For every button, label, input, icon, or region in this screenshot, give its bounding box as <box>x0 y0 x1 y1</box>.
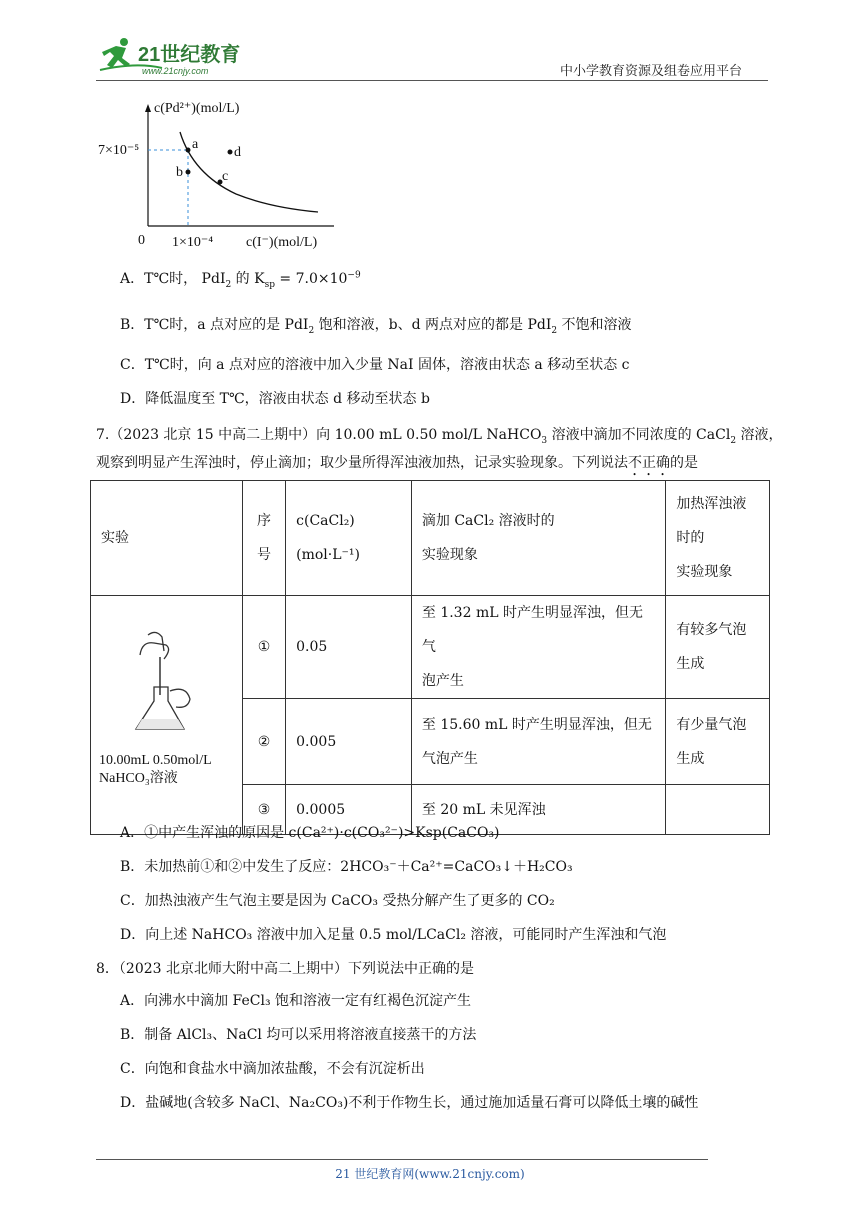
header-concentration: c(CaCl₂)(mol·L⁻¹) <box>286 481 412 596</box>
point-d <box>228 150 233 155</box>
q7-option-d: D．向上述 NaHCO₃ 溶液中加入足量 0.5 mol/LCaCl₂ 溶液，可能同时产生浑浊和气泡 <box>120 927 667 943</box>
header-number: 序 号 <box>242 481 285 596</box>
row3-conc: 0.0005 <box>286 785 412 835</box>
row3-obs-drop: 至 20 mL 未见浑浊 <box>411 785 665 835</box>
point-a <box>186 148 191 153</box>
q7-stem-line1: 7.（2023 北京 15 中高二上期中）向 10.00 mL 0.50 mol/L NaHCO$_3$ 溶液中滴加不同浓度的 CaCl$_2$ 溶液， <box>96 427 783 446</box>
q8-option-b: B．制备 AlCl₃、NaCl 均可以采用将溶液直接蒸干的方法 <box>120 1027 477 1043</box>
apparatus-label-solution: NaHCO₃溶液 <box>99 770 178 786</box>
experiment-table <box>90 480 770 835</box>
row2-obs-drop: 至 15.60 mL 时产生明显浑浊，但无 气泡产生 <box>411 699 665 785</box>
q7-option-c: C．加热浊液产生气泡主要是因为 CaCO₃ 受热分解产生了更多的 CO₂ <box>120 893 555 909</box>
ksp-graph <box>96 96 356 256</box>
origin-label: 0 <box>138 233 145 248</box>
row1-number: ① <box>242 596 285 699</box>
logo-url: www.21cnjy.com <box>142 66 209 76</box>
svg-text:b: b <box>176 165 183 180</box>
row2-conc: 0.005 <box>286 699 412 785</box>
q8-option-c: C．向饱和食盐水中滴加浓盐酸，不会有沉淀析出 <box>120 1061 425 1077</box>
header-obs-heat: 加热浑浊液 时的 实验现象 <box>666 481 770 596</box>
logo <box>96 34 256 78</box>
y-axis-label: c(Pd²⁺)(mol/L) <box>154 101 240 116</box>
q7-option-b: B．未加热前①和②中发生了反应：2HCO₃⁻＋Ca²⁺=CaCO₃↓＋H₂CO₃ <box>120 859 573 875</box>
header-divider <box>96 80 768 81</box>
svg-text:d: d <box>234 145 241 160</box>
point-b <box>186 170 191 175</box>
row3-obs-heat <box>666 785 770 835</box>
row1-obs-drop: 至 1.32 mL 时产生明显浑浊，但无气 泡产生 <box>411 596 665 699</box>
q7-option-a: A．①中产生浑浊的原因是 c(Ca²⁺)·c(CO₃²⁻)>Ksp(CaCO₃) <box>120 825 500 841</box>
apparatus-cell <box>91 596 243 835</box>
x-tick-label: 1×10⁻⁴ <box>172 235 214 250</box>
row2-number: ② <box>242 699 285 785</box>
row1-conc: 0.05 <box>286 596 412 699</box>
footer-site[interactable]: 21 世纪教育网(www.21cnjy.com) <box>335 1167 525 1181</box>
row2-obs-heat: 有少量气泡 生成 <box>666 699 770 785</box>
header-experiment: 实验 <box>91 481 243 596</box>
row1-obs-heat: 有较多气泡 生成 <box>666 596 770 699</box>
q6-option-d: D．降低温度至 T℃，溶液由状态 d 移动至状态 b <box>120 391 430 407</box>
q8-option-d: D．盐碱地(含较多 NaCl、Na₂CO₃)不利于作物生长，通过施加适量石膏可以降低土壤的碱性 <box>120 1095 699 1111</box>
page-header <box>0 0 860 90</box>
q6-option-b: B．T℃时，a 点对应的是 PdI$_2$ 饱和溶液，b、d 两点对应的都是 PdI$_2$ 不饱和溶液 <box>120 317 632 336</box>
q8-stem: 8．（2023 北京北师大附中高二上期中）下列说法中正确的是 <box>96 961 474 977</box>
apparatus-label-volume: 10.00mL 0.50mol/L <box>99 752 212 768</box>
row3-number: ③ <box>242 785 285 835</box>
table-row <box>91 596 770 699</box>
flask-dropper-image <box>106 629 226 739</box>
svg-text:a: a <box>192 137 199 152</box>
logo-text: 21世纪教育 <box>138 44 241 66</box>
platform-name: 中小学教育资源及组卷应用平台 <box>560 64 743 79</box>
table-header-row <box>91 481 770 596</box>
q7-stem-line2: 观察到明显产生浑浊时，停止滴加；取少量所得浑浊液加热，记录实验现象。下列说法不正确的是 <box>96 455 698 471</box>
q6-option-c: C．T℃时，向 a 点对应的溶液中加入少量 NaI 固体，溶液由状态 a 移动至状态 c <box>120 357 630 373</box>
svg-text:c: c <box>222 169 229 184</box>
y-tick-label: 7×10⁻⁵ <box>98 143 140 158</box>
q6-option-a: A．T℃时， PdI$_2$ 的 $K_{sp} = 7.0\times 10^{-9}$ <box>120 270 361 290</box>
header-obs-drop: 滴加 CaCl₂ 溶液时的 实验现象 <box>411 481 665 596</box>
q8-option-a: A．向沸水中滴加 FeCl₃ 饱和溶液一定有红褐色沉淀产生 <box>120 993 472 1009</box>
footer-divider <box>96 1159 708 1160</box>
x-axis-label: c(I⁻)(mol/L) <box>246 235 318 250</box>
